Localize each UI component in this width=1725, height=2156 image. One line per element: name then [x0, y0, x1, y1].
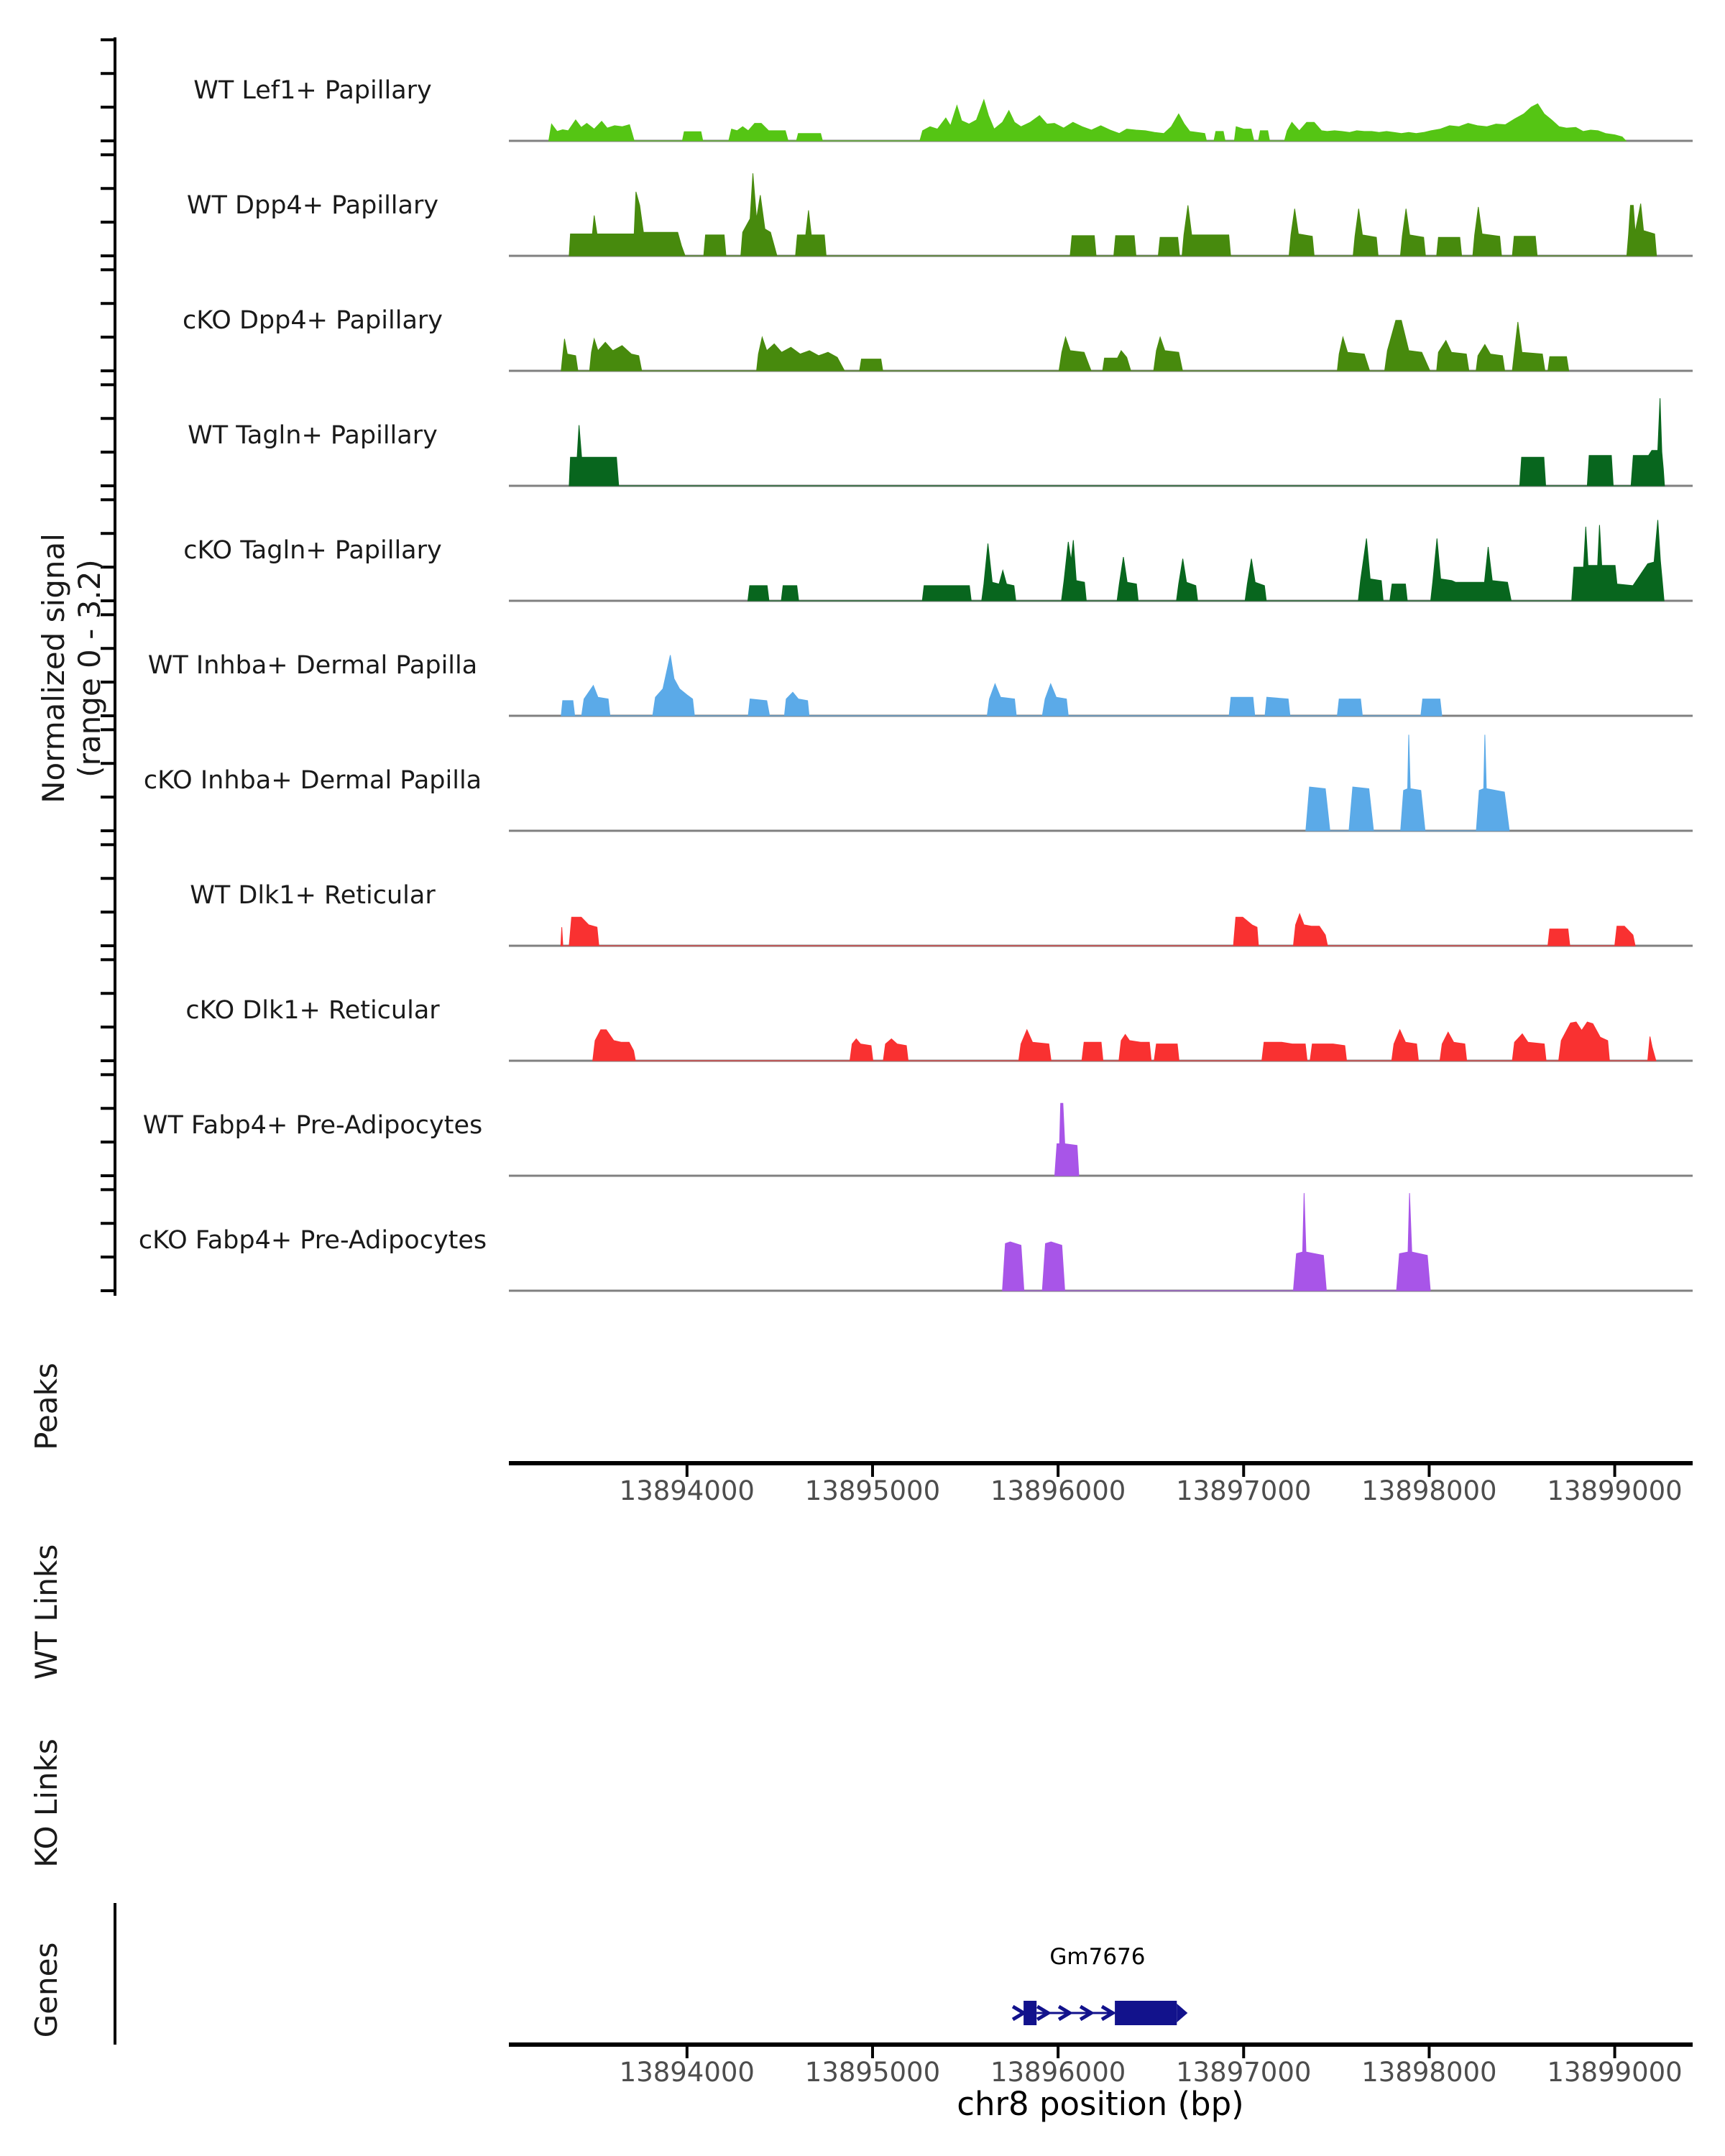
- section-label-peaks: Peaks: [29, 1363, 64, 1450]
- genome-axis-tick-label: 13899000: [1547, 2057, 1683, 2088]
- genome-axis-tick-label: 13896000: [990, 2057, 1126, 2088]
- section-label-ko-links: KO Links: [29, 1738, 64, 1868]
- section-label-wt-links: WT Links: [29, 1544, 64, 1680]
- y-axis-title-line2: (range 0 - 3.2): [72, 559, 107, 778]
- track-label: cKO Inhba+ Dermal Papilla: [143, 766, 482, 795]
- gene-name-label: Gm7676: [1049, 1944, 1146, 1970]
- track-label: cKO Dlk1+ Reticular: [185, 996, 440, 1025]
- genome-axis-tick-label: 13895000: [804, 2057, 941, 2088]
- track-label: cKO Dpp4+ Papillary: [183, 306, 443, 335]
- peaks-axis-tick-label: 13897000: [1176, 1475, 1312, 1506]
- y-axis-title: [36, 237, 108, 1100]
- x-axis-title: chr8 position (bp): [957, 2085, 1244, 2123]
- track-label: cKO Tagln+ Papillary: [183, 536, 442, 565]
- y-axis-title-line1: Normalized signal: [36, 533, 71, 803]
- peaks-axis-tick-label: 13894000: [619, 1475, 755, 1506]
- track-label: WT Fabp4+ Pre-Adipocytes: [142, 1111, 483, 1140]
- peaks-axis-tick-label: 13898000: [1361, 1475, 1497, 1506]
- track-label: WT Dlk1+ Reticular: [190, 881, 436, 910]
- genome-axis-tick-label: 13894000: [619, 2057, 755, 2088]
- peaks-axis-tick-label: 13899000: [1547, 1475, 1683, 1506]
- track-label: WT Dpp4+ Papillary: [186, 191, 439, 220]
- track-label: WT Lef1+ Papillary: [193, 76, 432, 105]
- genome-axis-tick-label: 13897000: [1176, 2057, 1312, 2088]
- track-label: cKO Fabp4+ Pre-Adipocytes: [138, 1226, 487, 1255]
- peaks-axis-tick-label: 13896000: [990, 1475, 1126, 1506]
- track-label: WT Tagln+ Papillary: [188, 421, 438, 450]
- genome-axis-tick-label: 13898000: [1361, 2057, 1497, 2088]
- section-label-genes: Genes: [29, 1942, 64, 2038]
- track-label: WT Inhba+ Dermal Papilla: [147, 651, 478, 680]
- peaks-axis-tick-label: 13895000: [804, 1475, 941, 1506]
